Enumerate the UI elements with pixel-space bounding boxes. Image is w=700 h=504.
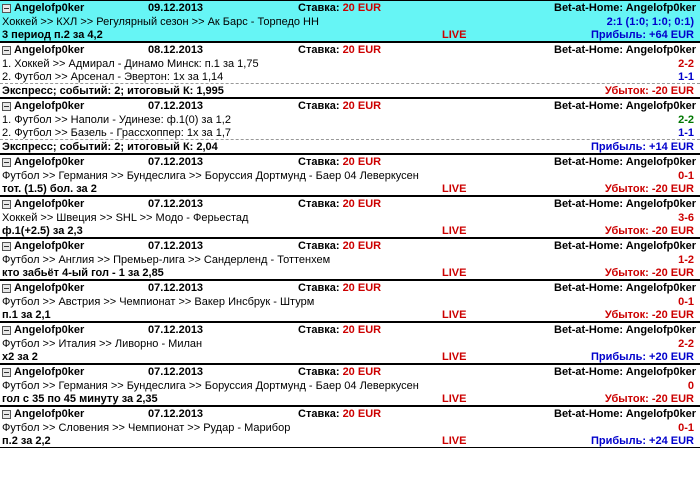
- bet-result: 1-2: [678, 253, 694, 266]
- bet-user-cell: [0, 100, 148, 112]
- bet-user-cell: [0, 408, 148, 420]
- bet-live-badge: LIVE: [442, 182, 467, 195]
- expand-box-icon[interactable]: [2, 368, 11, 377]
- bet-header: [0, 43, 700, 57]
- bet-date: 07.12.2013: [148, 324, 204, 336]
- bet-stake-value: 20 EUR: [342, 2, 382, 14]
- bet-live-badge: LIVE: [442, 392, 467, 405]
- bet-stake-value: 20 EUR: [342, 198, 382, 210]
- bet-result: 0-1: [678, 169, 694, 182]
- bet-stake-cell: [298, 198, 458, 210]
- bet-username: Angelofp0ker: [14, 44, 85, 56]
- bet-event-text: Хоккей >> КХЛ >> Регулярный сезон >> Ак Барс - Торпедо НН: [2, 15, 319, 28]
- bet-bookmaker: Bet-at-Home: Angelofp0ker: [554, 408, 696, 420]
- bet-username: Angelofp0ker: [14, 100, 85, 112]
- bet-row: [0, 295, 700, 308]
- bet-row: [0, 421, 700, 434]
- bet-result: Убыток: -20 EUR: [604, 224, 694, 237]
- bet-stake-value: 20 EUR: [342, 44, 382, 56]
- bet-result: Убыток: -20 EUR: [604, 308, 694, 321]
- bet-username: Angelofp0ker: [14, 198, 85, 210]
- bet-result: 0-1: [678, 421, 694, 434]
- bet-date: 07.12.2013: [148, 282, 204, 294]
- bet-user-cell: [0, 324, 148, 336]
- bet-stake-value: 20 EUR: [342, 156, 382, 168]
- bet-event-text: п.1 за 2,1: [2, 308, 51, 321]
- bet-event-text: тот. (1.5) бол. за 2: [2, 182, 97, 195]
- bet-block: [0, 322, 700, 364]
- bet-block: [0, 154, 700, 196]
- bet-bookmaker: Bet-at-Home: Angelofp0ker: [554, 282, 696, 294]
- bet-row: [0, 224, 700, 237]
- bet-result: 2-2: [678, 113, 694, 126]
- bet-date: 07.12.2013: [148, 198, 204, 210]
- bet-stake-cell: [298, 156, 458, 168]
- bet-stake-cell: [298, 100, 458, 112]
- bet-bookmaker: Bet-at-Home: Angelofp0ker: [554, 198, 696, 210]
- bet-result: Убыток: -20 EUR: [604, 392, 694, 405]
- bet-event-text: х2 за 2: [2, 350, 38, 363]
- bet-result: Убыток: -20 EUR: [604, 182, 694, 195]
- bet-result: 2-2: [678, 337, 694, 350]
- bet-row: [0, 28, 700, 41]
- bet-result: 0: [687, 379, 694, 392]
- bet-result: Убыток: -20 EUR: [604, 266, 694, 279]
- bet-stake-label: Ставка:: [298, 366, 343, 378]
- bet-row: [0, 182, 700, 195]
- bet-live-badge: LIVE: [442, 308, 467, 321]
- bet-stake-value: 20 EUR: [342, 100, 382, 112]
- expand-box-icon[interactable]: [2, 158, 11, 167]
- bet-stake-label: Ставка:: [298, 100, 343, 112]
- bet-footer-result: Убыток: -20 EUR: [604, 84, 694, 97]
- bet-stake-label: Ставка:: [298, 282, 343, 294]
- bet-live-badge: LIVE: [442, 434, 467, 447]
- bet-block: [0, 238, 700, 280]
- bet-row: [0, 350, 700, 363]
- bet-header: [0, 155, 700, 169]
- bet-block: [0, 0, 700, 42]
- bet-result: Прибыль: +20 EUR: [591, 350, 694, 363]
- bet-user-cell: [0, 282, 148, 294]
- bet-result: 2-2: [678, 57, 694, 70]
- bet-result: 2:1 (1:0; 1:0; 0:1): [606, 15, 694, 28]
- bet-footer: [0, 139, 700, 153]
- bet-date: 07.12.2013: [148, 240, 204, 252]
- bet-event-text: ф.1(+2.5) за 2,3: [2, 224, 83, 237]
- bet-date: 09.12.2013: [148, 2, 204, 14]
- bet-user-cell: [0, 2, 148, 14]
- bet-express-summary: Экспресс; событий: 2; итоговый К: 1,995: [2, 84, 224, 97]
- bet-user-cell: [0, 44, 148, 56]
- bet-header: [0, 323, 700, 337]
- bet-username: Angelofp0ker: [14, 366, 85, 378]
- bet-result: 1-1: [678, 70, 694, 83]
- bet-header: [0, 365, 700, 379]
- bet-stake-label: Ставка:: [298, 2, 343, 14]
- bet-stake-value: 20 EUR: [342, 240, 382, 252]
- bet-stake-cell: [298, 282, 458, 294]
- bet-row: [0, 253, 700, 266]
- bet-user-cell: [0, 366, 148, 378]
- bet-username: Angelofp0ker: [14, 2, 85, 14]
- bet-event-text: Футбол >> Словения >> Чемпионат >> Рудар - Марибор: [2, 421, 291, 434]
- bet-event-text: Футбол >> Германия >> Бундеслига >> Боруссия Дортмунд - Баер 04 Леверкусен: [2, 169, 419, 182]
- bet-header: [0, 197, 700, 211]
- bet-express-summary: Экспресс; событий: 2; итоговый К: 2,04: [2, 140, 218, 153]
- bet-footer-result: Прибыль: +14 EUR: [591, 140, 694, 153]
- expand-box-icon[interactable]: [2, 242, 11, 251]
- bet-event-text: 1. Футбол >> Наполи - Удинезе: ф.1(0) за 1,2: [2, 113, 231, 126]
- bet-live-badge: LIVE: [442, 224, 467, 237]
- bet-block: [0, 280, 700, 322]
- bet-bookmaker: Bet-at-Home: Angelofp0ker: [554, 240, 696, 252]
- bet-result: 0-1: [678, 295, 694, 308]
- bet-bookmaker: Bet-at-Home: Angelofp0ker: [554, 2, 696, 14]
- bet-header: [0, 281, 700, 295]
- bet-event-text: Хоккей >> Швеция >> SHL >> Модо - Ферьестад: [2, 211, 249, 224]
- bet-event-text: гол с 35 по 45 минуту за 2,35: [2, 392, 158, 405]
- bet-header: [0, 99, 700, 113]
- bet-row: [0, 308, 700, 321]
- expand-box-icon[interactable]: [2, 4, 11, 13]
- bet-date: 07.12.2013: [148, 156, 204, 168]
- bet-row: [0, 434, 700, 447]
- bet-username: Angelofp0ker: [14, 156, 85, 168]
- bet-event-text: 2. Футбол >> Арсенал - Эвертон: 1х за 1,14: [2, 70, 224, 83]
- bet-username: Angelofp0ker: [14, 282, 85, 294]
- bet-result: Прибыль: +64 EUR: [591, 28, 694, 41]
- bet-bookmaker: Bet-at-Home: Angelofp0ker: [554, 156, 696, 168]
- bet-event-text: кто забьёт 4-ый гол - 1 за 2,85: [2, 266, 164, 279]
- bet-date: 07.12.2013: [148, 408, 204, 420]
- bet-row: [0, 113, 700, 126]
- bet-result: Прибыль: +24 EUR: [591, 434, 694, 447]
- bet-stake-label: Ставка:: [298, 198, 343, 210]
- bet-stake-cell: [298, 2, 458, 14]
- bet-date: 08.12.2013: [148, 44, 204, 56]
- bet-event-text: Футбол >> Англия >> Премьер-лига >> Сандерленд - Тоттенхем: [2, 253, 331, 266]
- bet-live-badge: LIVE: [442, 28, 467, 41]
- bet-header: [0, 239, 700, 253]
- expand-box-icon[interactable]: [2, 102, 11, 111]
- bet-event-text: Футбол >> Италия >> Ливорно - Милан: [2, 337, 203, 350]
- bet-row: [0, 15, 700, 28]
- bet-date: 07.12.2013: [148, 100, 204, 112]
- bet-user-cell: [0, 156, 148, 168]
- bet-event-text: п.2 за 2,2: [2, 434, 51, 447]
- bet-live-badge: LIVE: [442, 266, 467, 279]
- bet-username: Angelofp0ker: [14, 324, 85, 336]
- bet-event-text: 2. Футбол >> Базель - Грассхоппер: 1х за 1,7: [2, 126, 232, 139]
- bet-username: Angelofp0ker: [14, 408, 85, 420]
- bet-row: [0, 169, 700, 182]
- bet-stake-label: Ставка:: [298, 324, 343, 336]
- bet-block: [0, 406, 700, 448]
- bet-stake-cell: [298, 324, 458, 336]
- expand-box-icon[interactable]: [2, 46, 11, 55]
- expand-box-icon[interactable]: [2, 200, 11, 209]
- bet-row: [0, 392, 700, 405]
- bet-block: [0, 42, 700, 98]
- expand-box-icon[interactable]: [2, 410, 11, 419]
- bet-stake-label: Ставка:: [298, 156, 343, 168]
- bet-bookmaker: Bet-at-Home: Angelofp0ker: [554, 100, 696, 112]
- bet-date: 07.12.2013: [148, 366, 204, 378]
- bet-bookmaker: Bet-at-Home: Angelofp0ker: [554, 324, 696, 336]
- bet-stake-cell: [298, 240, 458, 252]
- bet-stake-label: Ставка:: [298, 408, 343, 420]
- bet-stake-label: Ставка:: [298, 240, 343, 252]
- expand-box-icon[interactable]: [2, 284, 11, 293]
- bet-block: [0, 98, 700, 154]
- bet-row: [0, 126, 700, 139]
- bet-stake-cell: [298, 44, 458, 56]
- bet-block: [0, 364, 700, 406]
- bet-header: [0, 407, 700, 421]
- bet-event-text: 1. Хоккей >> Адмирал - Динамо Минск: п.1 за 1,75: [2, 57, 259, 70]
- bet-bookmaker: Bet-at-Home: Angelofp0ker: [554, 44, 696, 56]
- bet-stake-value: 20 EUR: [342, 282, 382, 294]
- bet-block: [0, 196, 700, 238]
- bet-row: [0, 379, 700, 392]
- bet-live-badge: LIVE: [442, 350, 467, 363]
- bet-row: [0, 211, 700, 224]
- bet-row: [0, 266, 700, 279]
- bet-event-text: Футбол >> Австрия >> Чемпионат >> Вакер Инсбрук - Штурм: [2, 295, 315, 308]
- bet-row: [0, 337, 700, 350]
- bet-footer: [0, 83, 700, 97]
- bet-event-text: 3 период п.2 за 4,2: [2, 28, 103, 41]
- bet-user-cell: [0, 240, 148, 252]
- bet-stake-label: Ставка:: [298, 44, 343, 56]
- bet-row: [0, 57, 700, 70]
- bet-user-cell: [0, 198, 148, 210]
- bet-username: Angelofp0ker: [14, 240, 85, 252]
- bet-row: [0, 70, 700, 83]
- bet-result: 3-6: [678, 211, 694, 224]
- bet-stake-value: 20 EUR: [342, 408, 382, 420]
- expand-box-icon[interactable]: [2, 326, 11, 335]
- bet-event-text: Футбол >> Германия >> Бундеслига >> Боруссия Дортмунд - Баер 04 Леверкусен: [2, 379, 419, 392]
- bet-bookmaker: Bet-at-Home: Angelofp0ker: [554, 366, 696, 378]
- bet-stake-cell: [298, 408, 458, 420]
- bet-stake-value: 20 EUR: [342, 324, 382, 336]
- bet-header: [0, 1, 700, 15]
- bet-stake-cell: [298, 366, 458, 378]
- bet-result: 1-1: [678, 126, 694, 139]
- bet-stake-value: 20 EUR: [342, 366, 382, 378]
